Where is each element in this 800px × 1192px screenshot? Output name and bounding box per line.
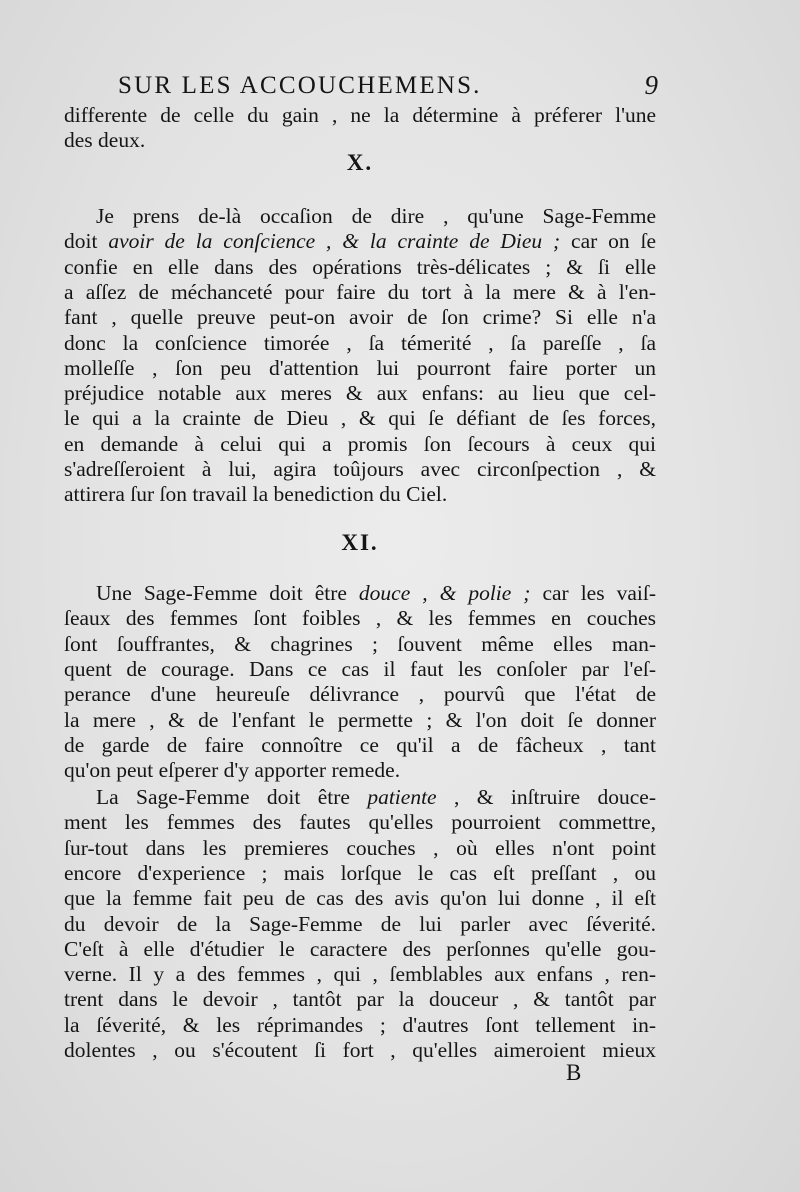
paragraph-xi-1-line: ſont ſouffrantes, & chagrines ; ſouvent même elles man- — [64, 631, 656, 656]
paragraph-xi-2-line: ſur-tout dans les premieres couches , où elles n'ont point — [64, 835, 656, 860]
page-body — [64, 0, 656, 1192]
paragraph-x-line: Je prens de-là occaſion de dire , qu'une Sage-Femme — [96, 204, 656, 228]
section-heading-x: X. — [346, 150, 374, 175]
paragraph-xi-1-line: de garde de faire connoître ce qu'il a de fâcheux , tant — [64, 732, 656, 757]
paragraph-x-line: fant , quelle preuve peut-on avoir de ſon crime? Si elle n'a — [64, 305, 656, 330]
paragraph-xi-1-line: qu'on peut eſperer d'y apporter remede. — [64, 758, 401, 783]
paragraph-x-line: en demande à celui qui a promis ſon ſecours à ceux qui — [64, 431, 656, 456]
running-title: SUR LES ACCOUCHEMENS. — [118, 72, 482, 99]
paragraph-xi-1-line: la mere , & de l'enfant le permette ; & l'on doit ſe donner — [64, 707, 656, 732]
paragraph-xi-1-line: quent de courage. Dans ce cas il faut les conſoler par l'eſ- — [64, 656, 656, 681]
paragraph-xi-1-line: ſeaux des femmes ſont foibles , & les femmes en couches — [64, 606, 656, 631]
paragraph-x-line: molleſſe , ſon peu d'attention lui pourront faire porter un — [64, 355, 656, 380]
paragraph-xi-2-line: trent dans le devoir , tantôt par la douceur , & tantôt par — [64, 987, 656, 1012]
paragraph-x-line: préjudice notable aux meres & aux enfans: au lieu que cel- — [64, 381, 656, 406]
continuation-line: des deux. — [64, 128, 146, 153]
section-heading-xi: XI. — [341, 530, 379, 555]
paragraph-xi-1-line: perance d'une heureuſe délivrance , pourvû que l'état de — [64, 682, 656, 707]
paragraph-x-line: attirera ſur ſon travail la benediction du Ciel. — [64, 482, 448, 507]
paragraph-x-line: donc la conſcience timorée , ſa témerité , ſa pareſſe , ſa — [64, 330, 656, 355]
paragraph-xi-2-line: du devoir de la Sage-Femme de lui parler avec ſéverité. — [64, 911, 656, 936]
paragraph-x-line: s'adreſſeroient à lui, agira toûjours avec circonſpection , & — [64, 457, 656, 481]
paragraph-x-line: le qui a la crainte de Dieu , & qui ſe défiant de ſes forces, — [64, 406, 656, 431]
paragraph-xi-2-line: La Sage-Femme doit être patiente , & inſtruire douce- — [96, 785, 656, 809]
signature-mark: B — [566, 1060, 582, 1085]
paragraph-xi-2-line: dolentes , ou s'écoutent ſi fort , qu'elles aimeroient mieux — [64, 1038, 656, 1062]
paragraph-xi-2-line: ment les femmes des fautes qu'elles pourroient commettre, — [64, 810, 656, 835]
paragraph-x-line: confie en elle dans des opérations très-délicates ; & ſi elle — [64, 254, 656, 279]
page-number: 9 — [644, 70, 658, 100]
paragraph-xi-2-line: verne. Il y a des femmes , qui , ſemblables aux enfans , ren- — [64, 962, 656, 987]
paragraph-xi-2-line: encore d'experience ; mais lorſque le cas eſt preſſant , ou — [64, 860, 656, 885]
paragraph-xi-1-line: Une Sage-Femme doit être douce , & polie ; car les vaiſ- — [96, 581, 656, 605]
paragraph-xi-2-line: que la femme fait peu de cas des avis qu'on lui donne , il eſt — [64, 886, 656, 911]
paragraph-x-line: a aſſez de méchanceté pour faire du tort à la mere & à l'en- — [64, 279, 656, 304]
continuation-line: differente de celle du gain , ne la détermine à préferer l'une — [64, 103, 656, 127]
paragraph-x-line: doit avoir de la conſcience , & la crainte de Dieu ; car on ſe — [64, 229, 657, 254]
paragraph-xi-2-line: la ſéverité, & les réprimandes ; d'autres ſont tellement in- — [64, 1012, 656, 1037]
paragraph-xi-2-line: C'eſt à elle d'étudier le caractere des perſonnes qu'elle gou- — [64, 936, 656, 961]
